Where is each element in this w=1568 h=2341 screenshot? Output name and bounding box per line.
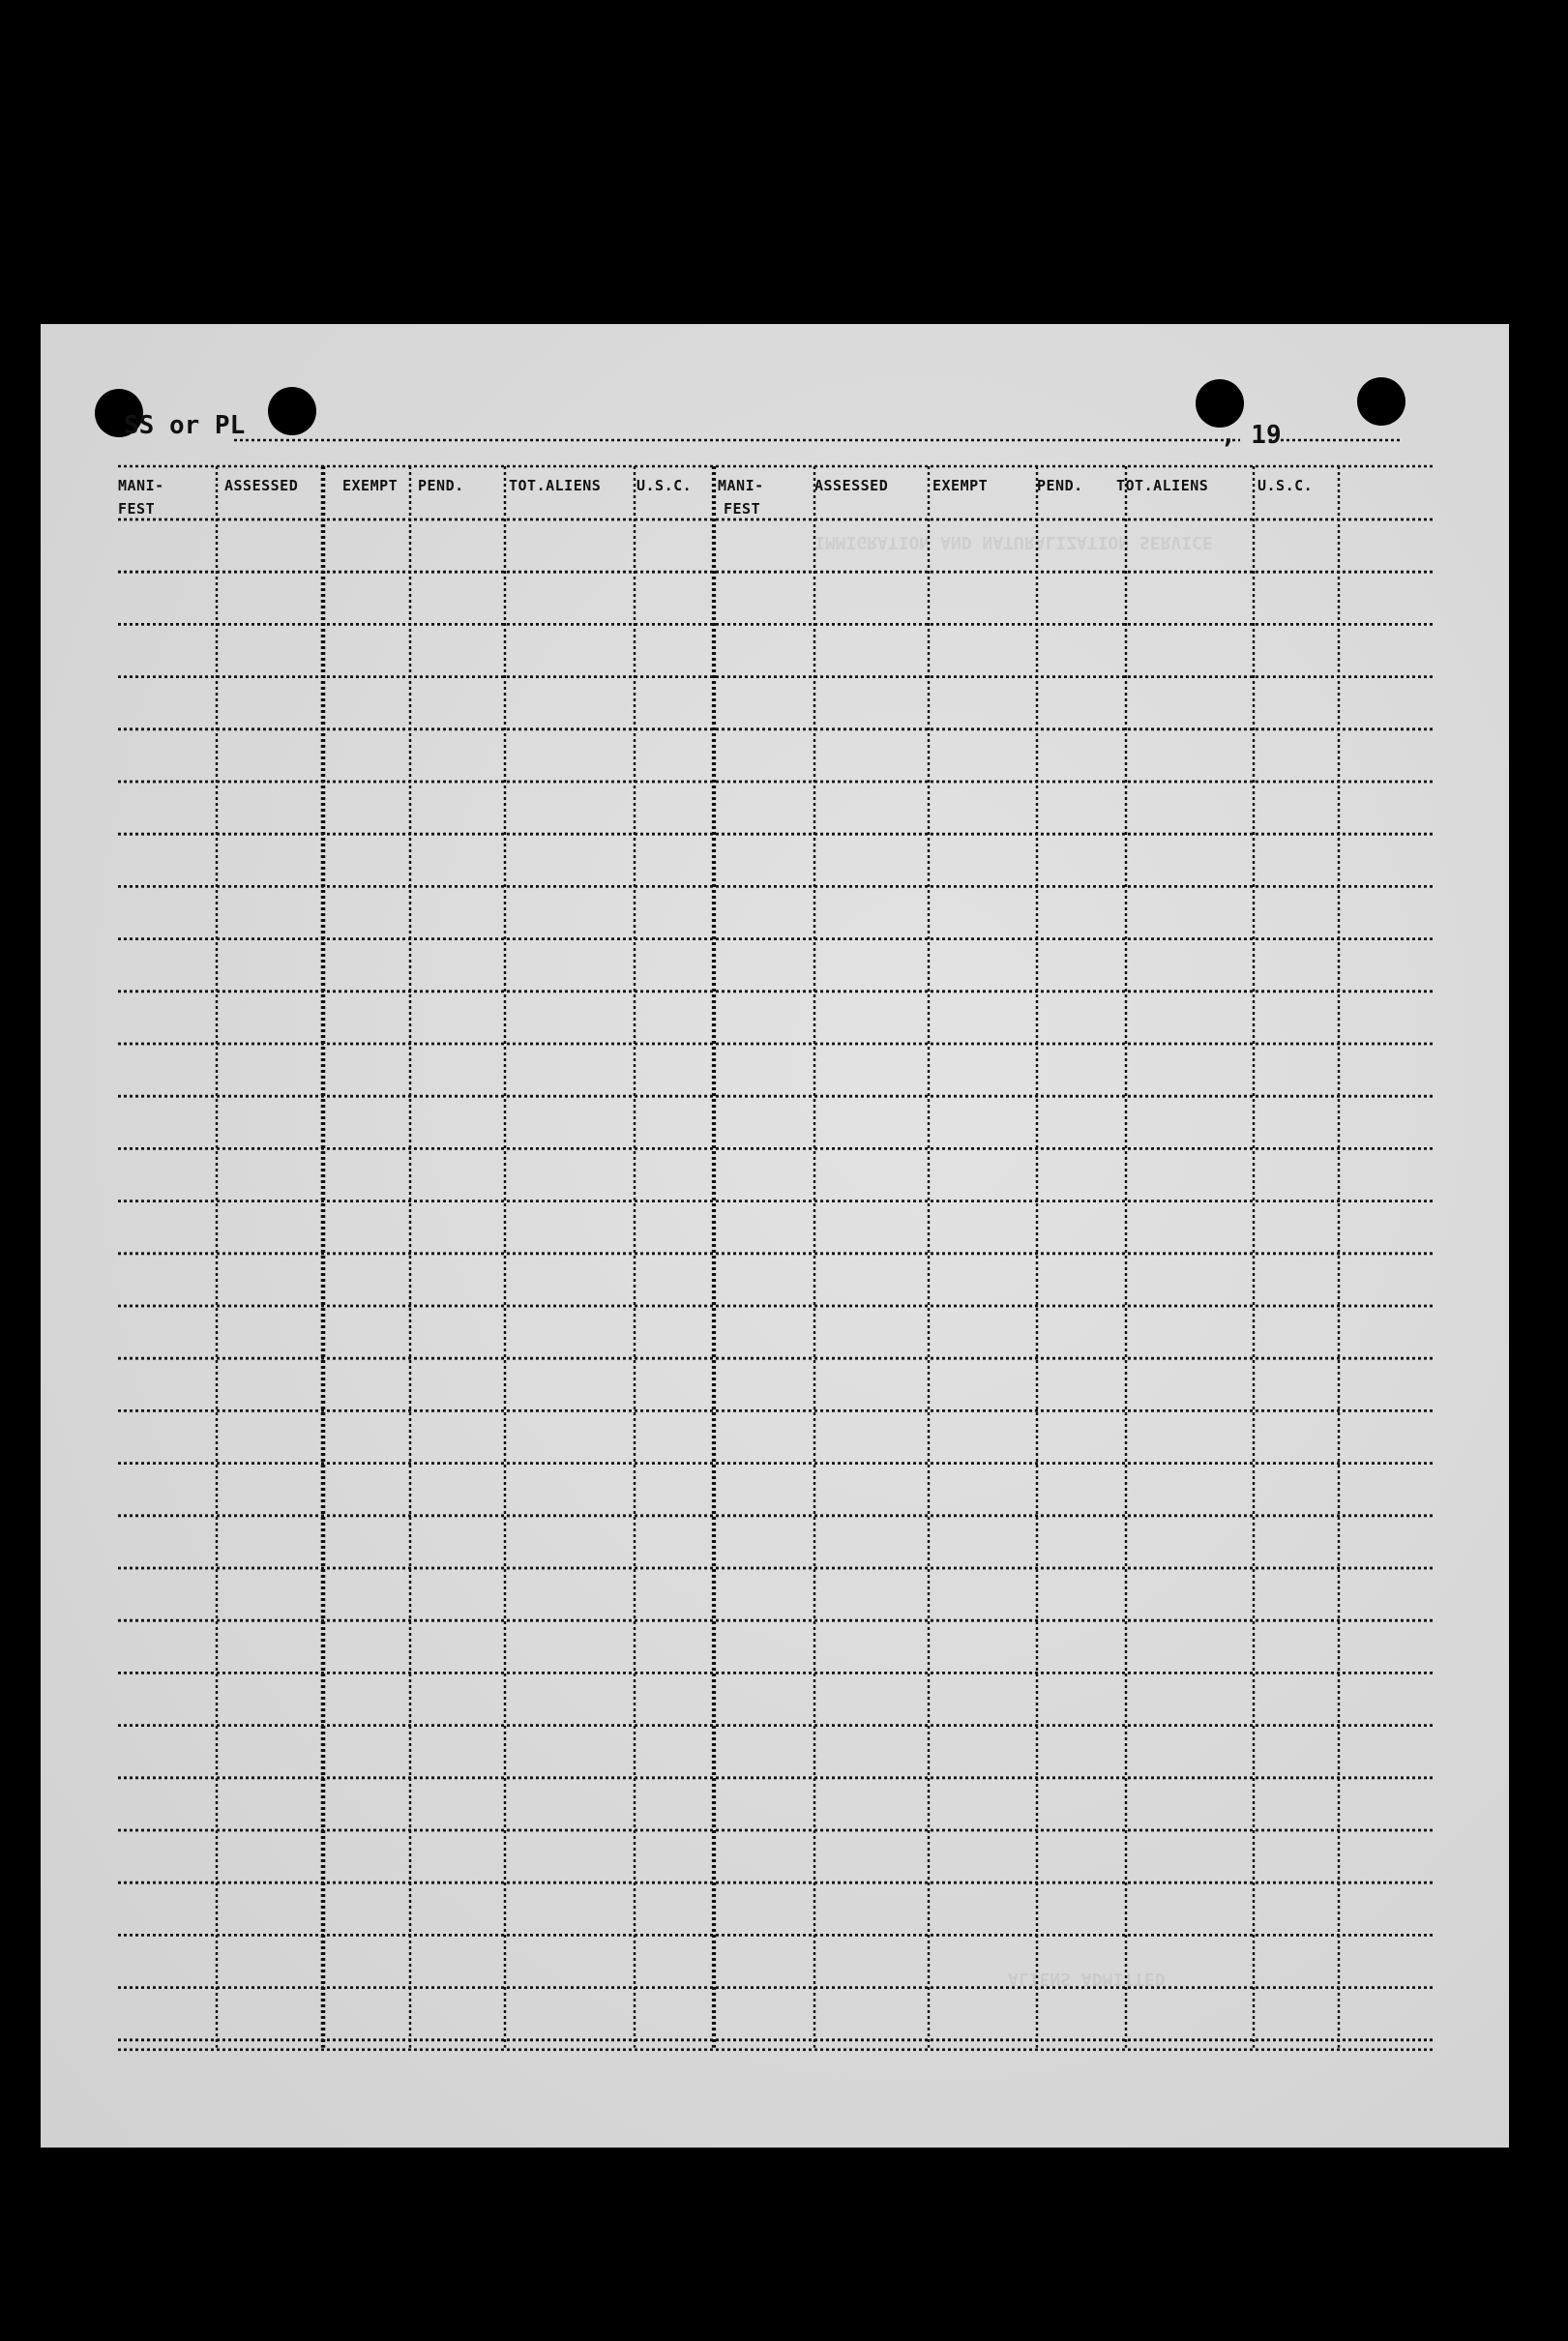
- bleed-through: IMMIGRATION AND NATURALIZATION SERVICE: [814, 532, 1213, 552]
- bleed-through: ALIENS ADMITTED: [1008, 1969, 1166, 1989]
- col-header-manifest: MANI-: [718, 477, 764, 494]
- vessel-label: SS or PL: [124, 411, 246, 440]
- col-header-assessed: ASSESSED: [814, 477, 889, 494]
- col-header-tot-aliens: TOT.ALIENS: [1116, 477, 1209, 494]
- col-header-manifest-cont: FEST: [118, 500, 156, 518]
- col-header-usc: U.S.C.: [636, 477, 693, 494]
- ruled-grid: [41, 324, 1509, 2148]
- col-header-manifest-cont: FEST: [724, 500, 761, 518]
- col-header-exempt: EXEMPT: [342, 477, 399, 494]
- col-header-usc: U.S.C.: [1257, 477, 1314, 494]
- col-header-pend: PEND.: [1037, 477, 1083, 494]
- col-header-tot-aliens: TOT.ALIENS: [509, 477, 602, 494]
- col-header-manifest: MANI-: [118, 477, 164, 494]
- year-label: , 19: [1221, 421, 1282, 450]
- form-sheet: [41, 324, 1509, 2148]
- col-header-exempt: EXEMPT: [932, 477, 989, 494]
- col-header-assessed: ASSESSED: [224, 477, 299, 494]
- col-header-pend: PEND.: [418, 477, 464, 494]
